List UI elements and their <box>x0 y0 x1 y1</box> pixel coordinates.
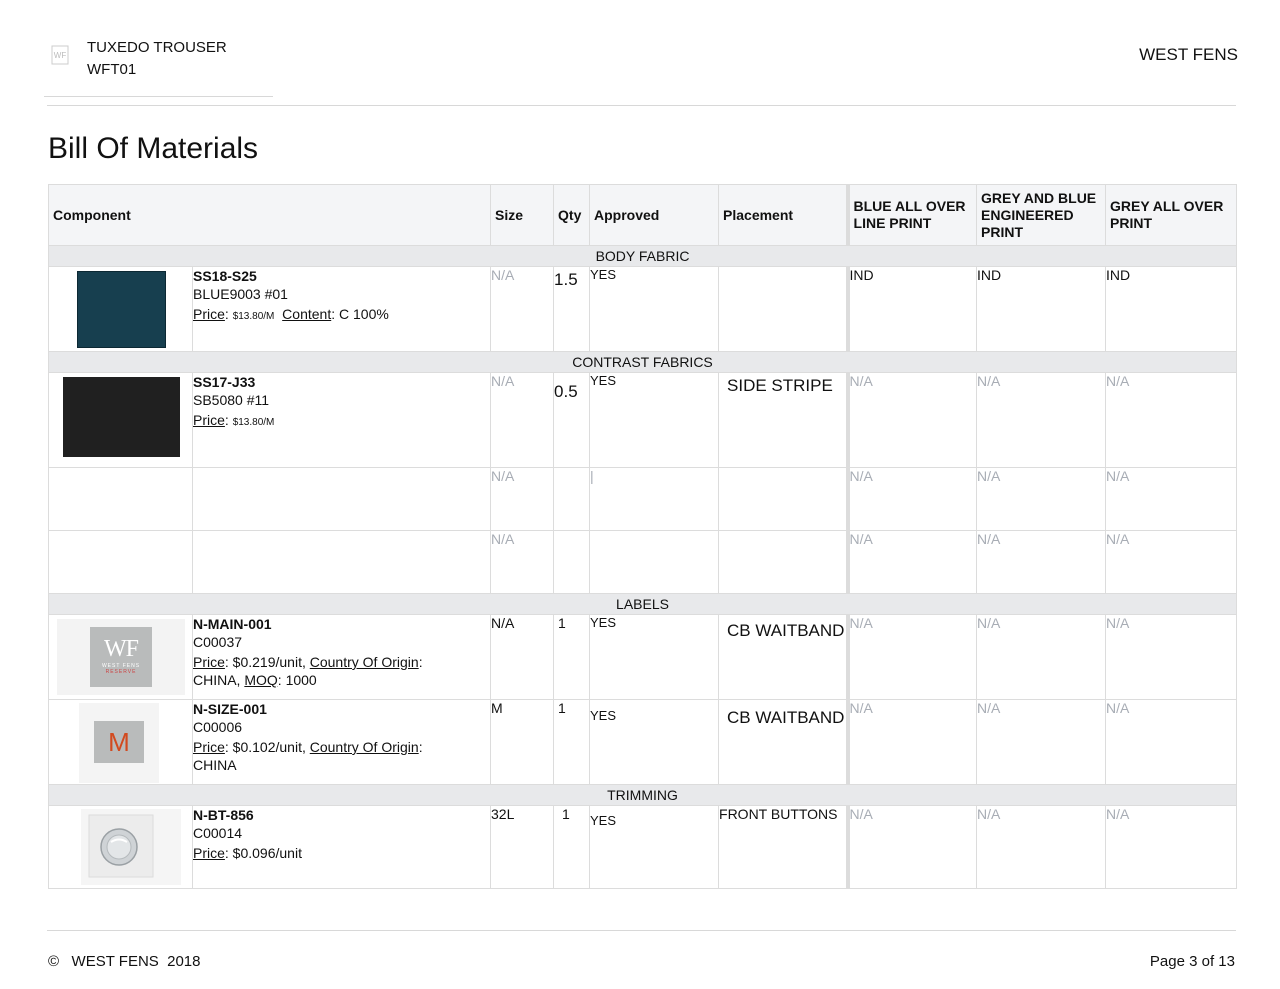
component-code: N-BT-856 <box>193 807 254 823</box>
variant-1-value: N/A <box>848 806 977 889</box>
size-value: N/A <box>491 267 554 352</box>
moq-value: : 1000 <box>277 672 317 688</box>
col-header-component: Component <box>49 185 491 246</box>
price-value: : $0.219/unit, <box>224 654 310 670</box>
qty-value: 1 <box>554 700 590 785</box>
variant-2-value: N/A <box>977 615 1106 700</box>
variant-3-value: N/A <box>1106 806 1237 889</box>
origin-value: CHINA <box>193 757 237 773</box>
component-code: N-SIZE-001 <box>193 701 267 717</box>
variant-1-value: N/A <box>848 373 977 468</box>
fabric-swatch <box>77 271 166 348</box>
style-name: TUXEDO TROUSER <box>87 39 227 56</box>
section-label: LABELS <box>49 594 1237 615</box>
table-row <box>49 806 1237 889</box>
price-link[interactable]: Price <box>193 412 225 428</box>
size-value: N/A <box>491 615 554 700</box>
brand-logo-icon <box>50 42 70 68</box>
fabric-swatch <box>63 377 180 457</box>
label-brand-text: WEST FENS <box>101 663 141 669</box>
component-details <box>193 615 491 700</box>
footer-page-number: Page 3 of 13 <box>1149 953 1235 970</box>
size-value: N/A <box>491 468 554 531</box>
col-header-approved: Approved <box>590 185 719 246</box>
variant-3-value: N/A <box>1106 468 1237 531</box>
variant-3-value: N/A <box>1106 531 1237 594</box>
approved-value: YES <box>590 267 719 352</box>
page-title: Bill Of Materials <box>48 132 259 165</box>
section-row-trimming <box>49 785 1237 806</box>
price-value: $13.80/M <box>232 311 275 322</box>
label-sub-text: RESERVE <box>105 669 137 675</box>
style-title <box>87 37 227 81</box>
variant-1-value: N/A <box>848 615 977 700</box>
button-icon <box>81 809 181 885</box>
component-details <box>193 267 491 352</box>
content-link[interactable]: Content <box>282 306 332 322</box>
approved-value <box>590 531 719 594</box>
price-value: : $0.102/unit, <box>224 739 310 755</box>
component-ref: SB5080 #11 <box>193 392 270 408</box>
variant-1-value: N/A <box>848 468 977 531</box>
component-meta: Price: $0.102/unit, Country Of Origin: CHINA <box>193 739 423 773</box>
table-row <box>49 468 1237 531</box>
component-details <box>193 700 491 785</box>
brand-name: WEST FENS <box>1139 45 1238 64</box>
bom-table <box>48 184 1237 889</box>
placement-value: CB WAITBAND <box>719 700 848 785</box>
section-row-labels <box>49 594 1237 615</box>
price-link[interactable]: Price <box>193 654 225 670</box>
table-header-row <box>49 185 1237 246</box>
swatch-cell <box>49 468 193 531</box>
table-row <box>49 531 1237 594</box>
variant-2-value: N/A <box>977 468 1106 531</box>
origin-link[interactable]: Country Of Origin <box>309 654 419 670</box>
button-image <box>81 809 181 885</box>
component-meta: Price: $0.219/unit, Country Of Origin: CHINA, MOQ: 1000 <box>193 654 423 688</box>
size-value: 32L <box>491 806 554 889</box>
component-details <box>193 806 491 889</box>
qty-value <box>554 468 590 531</box>
col-header-variant-2: GREY AND BLUE ENGINEERED PRINT <box>977 185 1106 246</box>
header-divider-short <box>44 96 273 97</box>
price-link[interactable]: Price <box>193 845 225 861</box>
placement-value: FRONT BUTTONS <box>719 806 848 889</box>
component-ref: C00037 <box>193 634 243 650</box>
size-label-letter: M <box>108 727 130 757</box>
label-logo-text: WF <box>104 636 138 662</box>
col-header-qty: Qty <box>554 185 590 246</box>
variant-3-value: N/A <box>1106 615 1237 700</box>
style-number: WFT01 <box>87 61 137 78</box>
component-ref: C00014 <box>193 825 243 841</box>
size-label-image <box>79 703 159 783</box>
swatch-cell <box>49 531 193 594</box>
variant-2-value: N/A <box>977 806 1106 889</box>
approved-value: YES <box>590 373 719 468</box>
col-header-variant-3: GREY ALL OVER PRINT <box>1106 185 1237 246</box>
component-meta: Price: $13.80/M <box>193 412 275 428</box>
origin-value: CHINA, <box>193 672 245 688</box>
variant-2-value: N/A <box>977 700 1106 785</box>
approved-value: | <box>590 468 719 531</box>
variant-2-value: N/A <box>977 531 1106 594</box>
table-row <box>49 700 1237 785</box>
content-value: : C 100% <box>331 306 389 322</box>
price-value: : $0.096/unit <box>224 845 302 861</box>
size-value: N/A <box>491 373 554 468</box>
approved-value: YES <box>590 615 719 700</box>
variant-1-value: N/A <box>848 700 977 785</box>
header-divider <box>47 105 1236 106</box>
variant-3-value: N/A <box>1106 700 1237 785</box>
footer-copyright: © WEST FENS 2018 <box>48 953 201 970</box>
price-value: $13.80/M <box>232 417 275 428</box>
col-header-placement: Placement <box>719 185 848 246</box>
placement-value <box>719 468 848 531</box>
qty-value: 1.5 <box>554 267 590 352</box>
size-value: M <box>491 700 554 785</box>
variant-3-value: IND <box>1106 267 1237 352</box>
section-label: TRIMMING <box>49 785 1237 806</box>
price-link[interactable]: Price <box>193 306 225 322</box>
variant-2-value: N/A <box>977 373 1106 468</box>
qty-value <box>554 531 590 594</box>
variant-1-value: N/A <box>848 531 977 594</box>
label-image-cell <box>49 615 193 700</box>
approved-value: YES <box>590 700 719 785</box>
placement-value: SIDE STRIPE <box>719 373 848 468</box>
section-label: CONTRAST FABRICS <box>49 352 1237 373</box>
qty-value: 1 <box>554 615 590 700</box>
col-header-size: Size <box>491 185 554 246</box>
component-details <box>193 373 491 468</box>
moq-link[interactable]: MOQ <box>244 672 278 688</box>
button-image-cell <box>49 806 193 889</box>
table-row <box>49 267 1237 352</box>
qty-value: 1 <box>554 806 590 889</box>
placement-value: CB WAITBAND <box>719 615 848 700</box>
table-row <box>49 373 1237 468</box>
swatch-cell <box>49 373 193 468</box>
price-link[interactable]: Price <box>193 739 225 755</box>
section-label: BODY FABRIC <box>49 246 1237 267</box>
size-value: N/A <box>491 531 554 594</box>
component-code: N-MAIN-001 <box>193 616 272 632</box>
placement-value <box>719 267 848 352</box>
component-code: SS18-S25 <box>193 268 257 284</box>
qty-value: 0.5 <box>554 373 590 468</box>
footer-divider <box>47 930 1236 931</box>
component-meta: Price: $13.80/M Content: C 100% <box>193 306 389 322</box>
component-details <box>193 468 491 531</box>
component-code: SS17-J33 <box>193 374 256 390</box>
col-header-variant-1: BLUE ALL OVER LINE PRINT <box>848 185 977 246</box>
approved-value: YES <box>590 806 719 889</box>
component-meta <box>193 844 490 862</box>
main-label-image <box>57 619 185 695</box>
component-ref: BLUE9003 #01 <box>193 286 288 302</box>
origin-link[interactable]: Country Of Origin <box>309 739 419 755</box>
component-details <box>193 531 491 594</box>
main-label-patch <box>90 627 152 687</box>
label-image-cell <box>49 700 193 785</box>
section-row-contrast-fabrics <box>49 352 1237 373</box>
swatch-cell <box>49 267 193 352</box>
svg-text:WF: WF <box>53 51 67 60</box>
variant-2-value: IND <box>977 267 1106 352</box>
size-label-patch <box>94 721 144 763</box>
placement-value <box>719 531 848 594</box>
variant-1-value: IND <box>848 267 977 352</box>
section-row-body-fabric <box>49 246 1237 267</box>
variant-3-value: N/A <box>1106 373 1237 468</box>
component-ref: C00006 <box>193 719 243 735</box>
table-row <box>49 615 1237 700</box>
